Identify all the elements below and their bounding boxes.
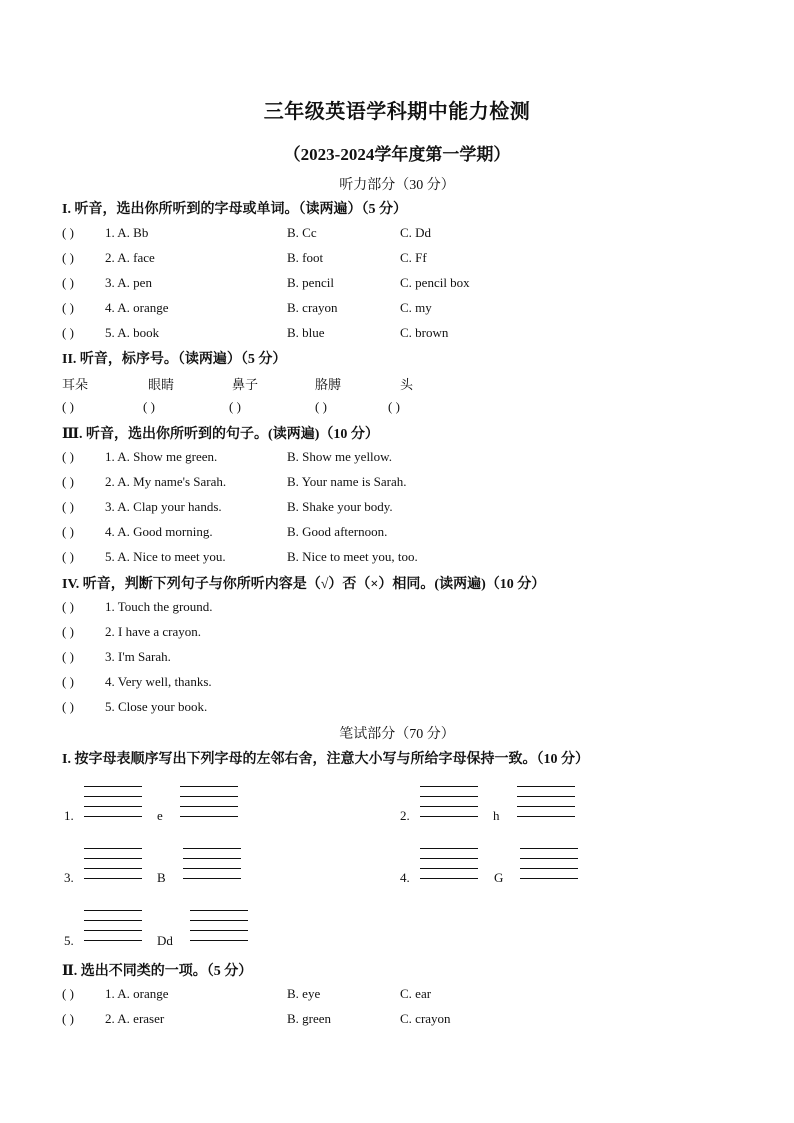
writing-line xyxy=(84,806,142,807)
writing-line xyxy=(190,920,248,921)
body-part-word: 耳朵 xyxy=(62,377,89,392)
writing-line xyxy=(84,940,142,941)
option-a: 2. A. My name's Sarah. xyxy=(105,474,227,489)
option-a: 4. A. orange xyxy=(105,300,169,315)
answer-blank[interactable]: ( ) xyxy=(62,300,74,315)
option-b: B. eye xyxy=(287,986,321,1001)
option-a: 3. A. Clap your hands. xyxy=(105,499,222,514)
body-part-word: 头 xyxy=(400,377,414,392)
statement: 5. Close your book. xyxy=(105,699,208,714)
answer-blank[interactable]: ( ) xyxy=(315,399,327,414)
writing-line xyxy=(420,806,478,807)
option-a: 2. A. face xyxy=(105,250,155,265)
writing-line xyxy=(420,848,478,849)
listening-heading: 听力部分（30 分） xyxy=(339,178,455,193)
statement: 2. I have a crayon. xyxy=(105,624,202,639)
option-b: B. Good afternoon. xyxy=(287,524,388,539)
answer-blank[interactable]: ( ) xyxy=(143,399,155,414)
option-c: C. brown xyxy=(400,325,449,340)
writing-line xyxy=(190,930,248,931)
page-title: 三年级英语学科期中能力检测 xyxy=(263,101,531,123)
writing-heading: 笔试部分（70 分） xyxy=(339,727,455,742)
writing-section-2-title: Ⅱ. 选出不同类的一项。（5 分） xyxy=(62,964,253,979)
option-a: 5. A. Nice to meet you. xyxy=(105,549,226,564)
writing-line xyxy=(517,816,575,817)
writing-line xyxy=(180,816,238,817)
term-subtitle: （2023-2024学年度第一学期） xyxy=(283,145,511,164)
writing-line xyxy=(420,858,478,859)
answer-blank[interactable]: ( ) xyxy=(62,624,74,639)
answer-blank[interactable]: ( ) xyxy=(62,986,74,1001)
writing-line xyxy=(520,868,578,869)
writing-line xyxy=(520,848,578,849)
writing-line xyxy=(84,796,142,797)
writing-line xyxy=(84,786,142,787)
answer-blank[interactable]: ( ) xyxy=(62,674,74,689)
writing-line xyxy=(520,878,578,879)
writing-line xyxy=(420,796,478,797)
answer-blank[interactable]: ( ) xyxy=(62,499,74,514)
writing-line xyxy=(420,816,478,817)
letter-item-number: 1. xyxy=(64,808,74,823)
letter-item-number: 2. xyxy=(400,808,410,823)
answer-blank[interactable]: ( ) xyxy=(62,399,74,414)
writing-line xyxy=(84,930,142,931)
writing-line xyxy=(180,806,238,807)
writing-line xyxy=(420,878,478,879)
given-letter: G xyxy=(494,870,504,885)
option-c: C. crayon xyxy=(400,1011,451,1026)
option-b: B. Shake your body. xyxy=(287,499,393,514)
writing-line xyxy=(84,816,142,817)
given-letter: Dd xyxy=(157,933,173,948)
answer-blank[interactable]: ( ) xyxy=(62,649,74,664)
writing-line xyxy=(84,920,142,921)
listening-section-3-title: Ⅲ. 听音，选出你所听到的句子。(读两遍)（10 分） xyxy=(62,427,379,442)
option-c: C. my xyxy=(400,300,432,315)
writing-line xyxy=(180,796,238,797)
writing-line xyxy=(517,806,575,807)
option-b: B. Cc xyxy=(287,225,317,240)
writing-line xyxy=(420,786,478,787)
option-a: 1. A. orange xyxy=(105,986,169,1001)
answer-blank[interactable]: ( ) xyxy=(62,325,74,340)
answer-blank[interactable]: ( ) xyxy=(62,474,74,489)
writing-line xyxy=(183,878,241,879)
given-letter: e xyxy=(157,808,163,823)
writing-line xyxy=(190,910,248,911)
writing-line xyxy=(183,868,241,869)
option-b: B. foot xyxy=(287,250,324,265)
writing-line xyxy=(190,940,248,941)
letter-item-number: 3. xyxy=(64,870,74,885)
option-a: 5. A. book xyxy=(105,325,160,340)
answer-blank[interactable]: ( ) xyxy=(62,524,74,539)
answer-blank[interactable]: ( ) xyxy=(62,449,74,464)
option-c: C. pencil box xyxy=(400,275,470,290)
letter-item-number: 5. xyxy=(64,933,74,948)
option-b: B. green xyxy=(287,1011,332,1026)
writing-line xyxy=(183,858,241,859)
answer-blank[interactable]: ( ) xyxy=(62,275,74,290)
answer-blank[interactable]: ( ) xyxy=(62,250,74,265)
option-b: B. crayon xyxy=(287,300,338,315)
answer-blank[interactable]: ( ) xyxy=(229,399,241,414)
writing-line xyxy=(84,868,142,869)
answer-blank[interactable]: ( ) xyxy=(62,699,74,714)
option-b: B. Show me yellow. xyxy=(287,449,392,464)
writing-line xyxy=(84,858,142,859)
answer-blank[interactable]: ( ) xyxy=(62,549,74,564)
writing-line xyxy=(84,848,142,849)
answer-blank[interactable]: ( ) xyxy=(388,399,400,414)
listening-section-1-title: I. 听音，选出你所听到的字母或单词。（读两遍）（5 分） xyxy=(62,202,407,217)
writing-line xyxy=(183,848,241,849)
listening-section-2-title: II. 听音，标序号。（读两遍）（5 分） xyxy=(62,352,287,367)
given-letter: h xyxy=(493,808,500,823)
answer-blank[interactable]: ( ) xyxy=(62,1011,74,1026)
option-b: B. blue xyxy=(287,325,325,340)
letter-item-number: 4. xyxy=(400,870,410,885)
option-a: 1. A. Bb xyxy=(105,225,149,240)
writing-line xyxy=(180,786,238,787)
option-a: 2. A. eraser xyxy=(105,1011,165,1026)
given-letter: B xyxy=(157,870,166,885)
statement: 1. Touch the ground. xyxy=(105,599,213,614)
writing-line xyxy=(84,878,142,879)
body-part-word: 胳膊 xyxy=(315,377,342,392)
option-a: 3. A. pen xyxy=(105,275,152,290)
option-c: C. ear xyxy=(400,986,432,1001)
option-b: B. pencil xyxy=(287,275,334,290)
writing-line xyxy=(517,786,575,787)
option-b: B. Nice to meet you, too. xyxy=(287,549,418,564)
option-a: 1. A. Show me green. xyxy=(105,449,218,464)
listening-section-4-title: IV. 听音，判断下列句子与你所听内容是（√）否（×）相同。(读两遍)（10 分） xyxy=(62,577,546,592)
option-c: C. Dd xyxy=(400,225,432,240)
writing-line xyxy=(420,868,478,869)
statement: 3. I'm Sarah. xyxy=(105,649,171,664)
writing-line xyxy=(520,858,578,859)
writing-section-1-title: I. 按字母表顺序写出下列字母的左邻右舍，注意大小写与所给字母保持一致。（10 分） xyxy=(62,752,589,767)
option-c: C. Ff xyxy=(400,250,427,265)
body-part-word: 鼻子 xyxy=(232,377,259,392)
option-a: 4. A. Good morning. xyxy=(105,524,213,539)
writing-line xyxy=(84,910,142,911)
answer-blank[interactable]: ( ) xyxy=(62,599,74,614)
writing-line xyxy=(517,796,575,797)
option-b: B. Your name is Sarah. xyxy=(287,474,407,489)
body-part-word: 眼睛 xyxy=(148,377,175,392)
statement: 4. Very well, thanks. xyxy=(105,674,212,689)
answer-blank[interactable]: ( ) xyxy=(62,225,74,240)
